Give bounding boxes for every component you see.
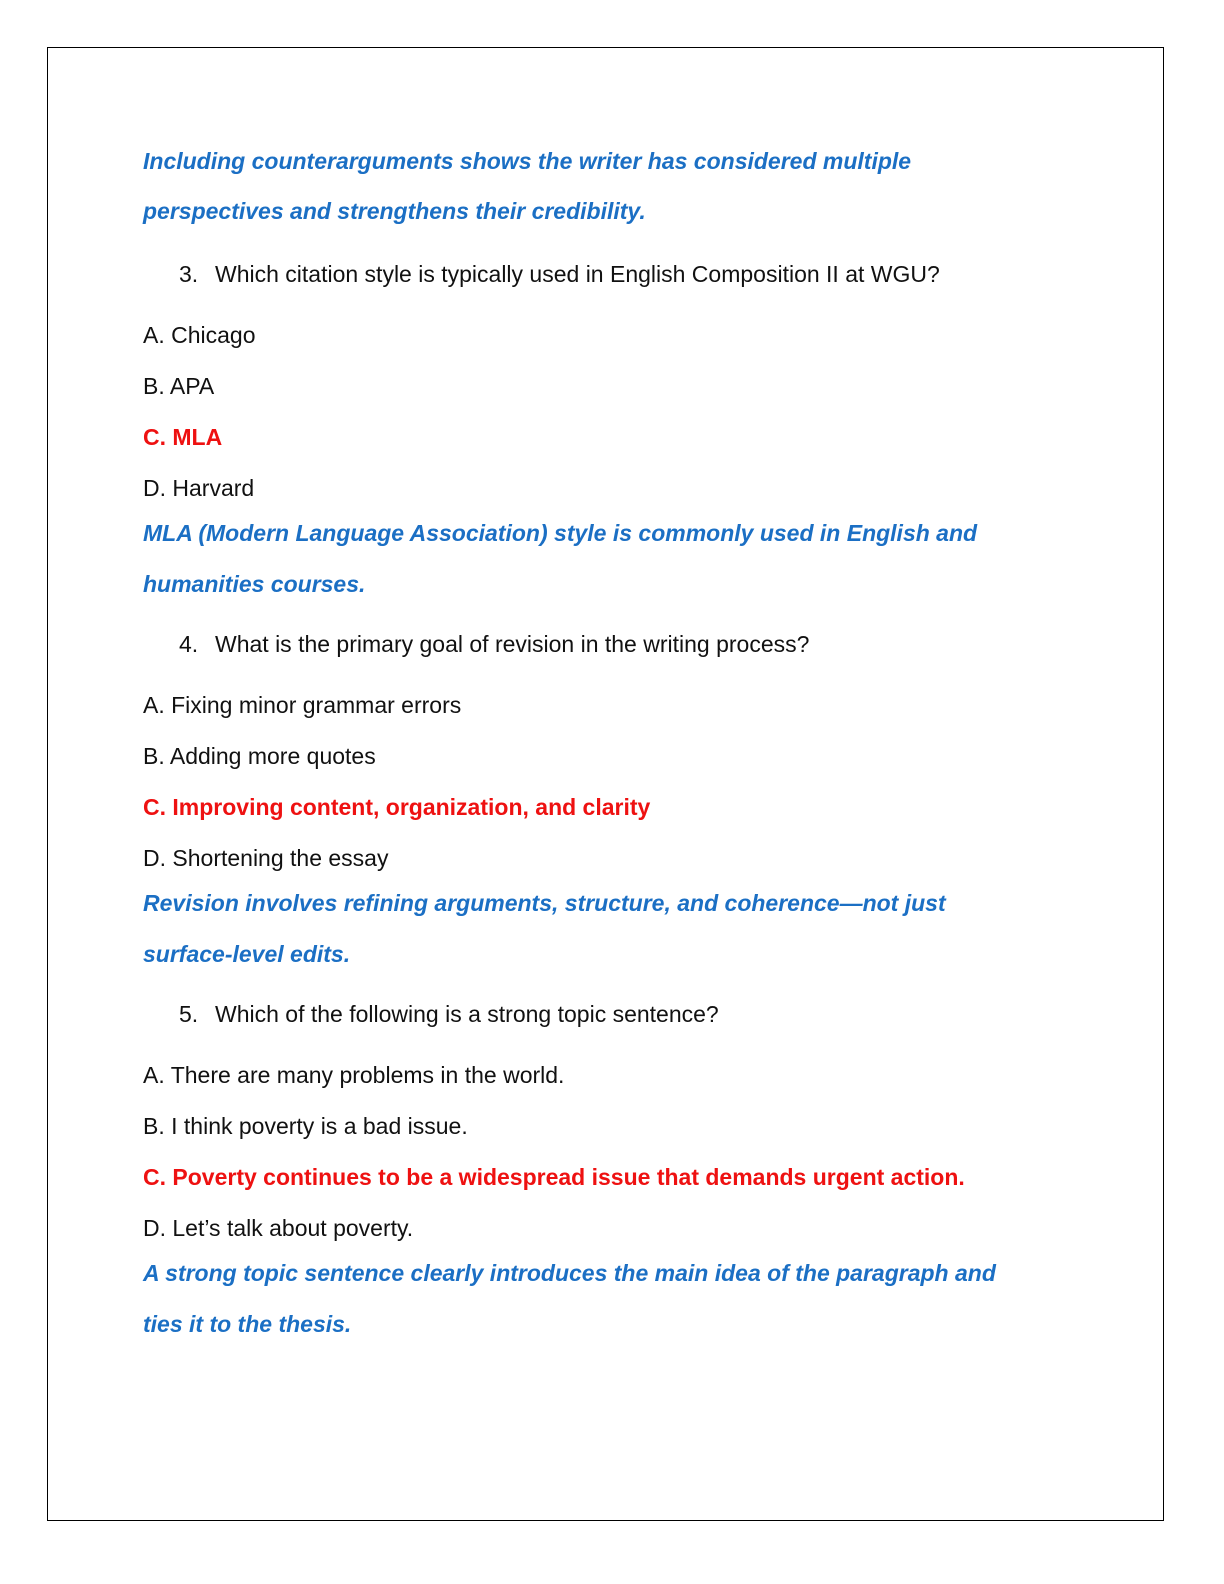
option-b: B. Adding more quotes [143, 743, 376, 769]
question-5-block [143, 1000, 1123, 1350]
explanation-line: Including counterarguments shows the writer has considered multiple [143, 148, 912, 174]
explanation-line: ties it to the thesis. [143, 1311, 352, 1337]
question-number: 3. [179, 261, 199, 287]
option-a: A. Chicago [143, 322, 256, 348]
question-3 [179, 260, 1123, 288]
explanation-line: perspectives and strengthens their credibility. [143, 198, 646, 224]
question-text: What is the primary goal of revision in the writing process? [215, 631, 810, 657]
explanation-line: MLA (Modern Language Association) style is commonly used in English and [143, 520, 978, 546]
option-d: D. Shortening the essay [143, 845, 389, 871]
option-c-correct: C. Poverty continues to be a widespread issue that demands urgent action. [143, 1164, 965, 1190]
question-number: 4. [179, 631, 199, 657]
option-a: A. Fixing minor grammar errors [143, 692, 462, 718]
document-content [143, 140, 1123, 1350]
explanation-line: A strong topic sentence clearly introduces the main idea of the paragraph and [143, 1260, 996, 1286]
question-3-block [143, 260, 1123, 610]
option-d: D. Let’s talk about poverty. [143, 1215, 414, 1241]
intro-explanation [143, 140, 1123, 240]
question-text: Which citation style is typically used in English Composition II at WGU? [215, 261, 940, 287]
explanation-line: humanities courses. [143, 571, 366, 597]
explanation-line: Revision involves refining arguments, structure, and coherence—not just [143, 890, 946, 916]
option-b: B. I think poverty is a bad issue. [143, 1113, 468, 1139]
option-c-correct: C. Improving content, organization, and clarity [143, 794, 651, 820]
option-b: B. APA [143, 373, 215, 399]
option-c-correct: C. MLA [143, 424, 223, 450]
option-a: A. There are many problems in the world. [143, 1062, 565, 1088]
question-5 [179, 1000, 1123, 1028]
question-4 [179, 630, 1123, 658]
question-text: Which of the following is a strong topic sentence? [215, 1001, 719, 1027]
question-4-block [143, 630, 1123, 980]
question-number: 5. [179, 1001, 199, 1027]
explanation-line: surface-level edits. [143, 941, 351, 967]
option-d: D. Harvard [143, 475, 255, 501]
